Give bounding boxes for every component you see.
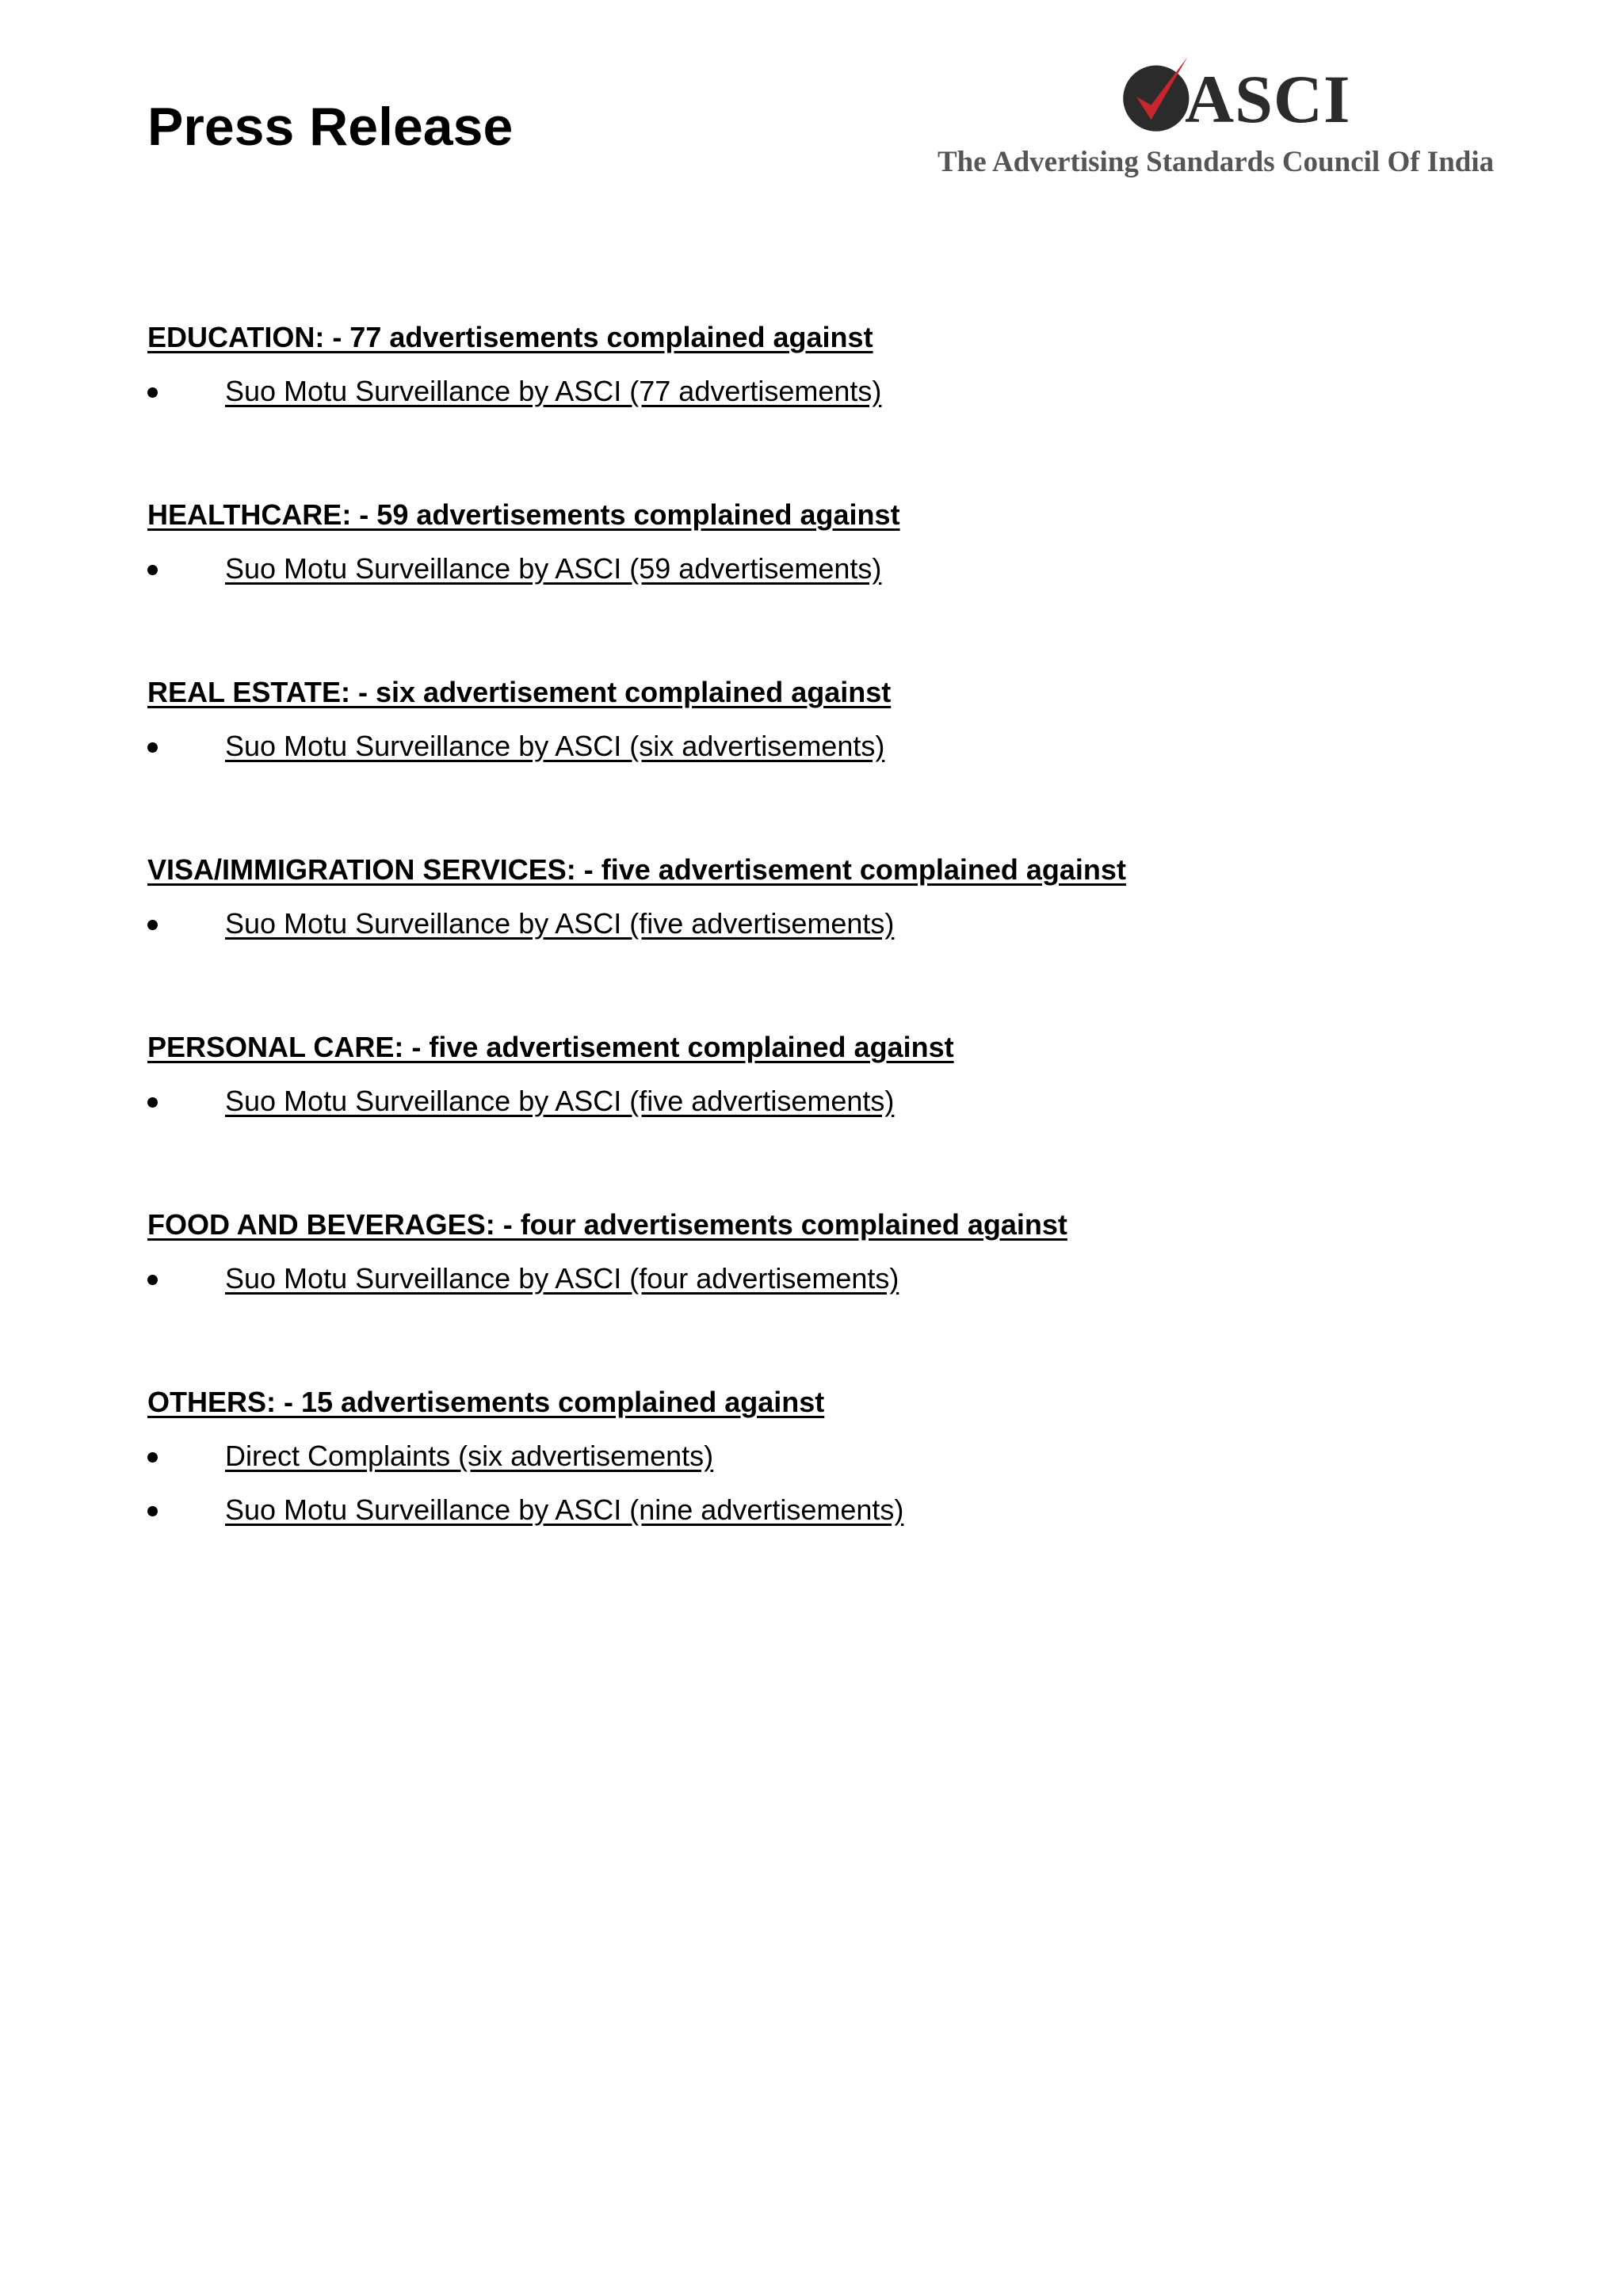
source-text: Suo Motu Surveillance by ASCI (four advertisements) [225, 1262, 899, 1295]
category-heading: HEALTHCARE: - 59 advertisements complained against [147, 498, 900, 531]
category-heading: PERSONAL CARE: - five advertisement complained against [147, 1031, 954, 1063]
source-text: Suo Motu Surveillance by ASCI (five advertisements) [225, 1085, 895, 1117]
bullet-icon [147, 1275, 158, 1285]
source-list [147, 1257, 1495, 1301]
bullet-icon [147, 920, 158, 930]
category-section [147, 493, 1495, 591]
source-text: Suo Motu Surveillance by ASCI (six advertisements) [225, 730, 885, 762]
category-section [147, 1025, 1495, 1123]
source-text: Suo Motu Surveillance by ASCI (59 advertisements) [225, 552, 882, 585]
category-section [147, 670, 1495, 769]
list-item [147, 902, 1495, 946]
source-list [147, 1434, 1495, 1532]
category-heading: REAL ESTATE: - six advertisement complained against [147, 676, 892, 708]
bullet-icon [147, 742, 158, 753]
list-item [147, 547, 1495, 591]
source-text: Suo Motu Surveillance by ASCI (nine advertisements) [225, 1493, 904, 1526]
bullet-icon [147, 1506, 158, 1516]
list-item [147, 369, 1495, 414]
category-section [147, 315, 1495, 414]
page-title: Press Release [147, 97, 514, 157]
source-text: Suo Motu Surveillance by ASCI (five advertisements) [225, 907, 895, 940]
list-item [147, 1488, 1495, 1532]
category-list [147, 315, 1495, 1611]
list-item [147, 1434, 1495, 1478]
category-section [147, 1380, 1495, 1532]
logo-wordmark: ASCI [1185, 61, 1351, 137]
bullet-icon [147, 1097, 158, 1108]
category-heading: FOOD AND BEVERAGES: - four advertisements complained against [147, 1208, 1067, 1241]
list-item [147, 724, 1495, 769]
source-list [147, 902, 1495, 946]
source-text: Direct Complaints (six advertisements) [225, 1440, 714, 1472]
asci-logo [931, 49, 1533, 192]
bullet-icon [147, 387, 158, 398]
category-section [147, 848, 1495, 946]
source-list [147, 369, 1495, 414]
bullet-icon [147, 565, 158, 575]
source-list [147, 724, 1495, 769]
source-list [147, 1079, 1495, 1123]
logo-tagline: The Advertising Standards Council Of India [938, 146, 1495, 178]
category-section [147, 1203, 1495, 1301]
category-heading: OTHERS: - 15 advertisements complained against [147, 1386, 825, 1418]
category-heading: EDUCATION: - 77 advertisements complained against [147, 321, 873, 353]
source-text: Suo Motu Surveillance by ASCI (77 advertisements) [225, 375, 882, 407]
category-heading: VISA/IMMIGRATION SERVICES: - five advertisement complained against [147, 853, 1126, 886]
bullet-icon [147, 1452, 158, 1463]
source-list [147, 547, 1495, 591]
list-item [147, 1257, 1495, 1301]
list-item [147, 1079, 1495, 1123]
